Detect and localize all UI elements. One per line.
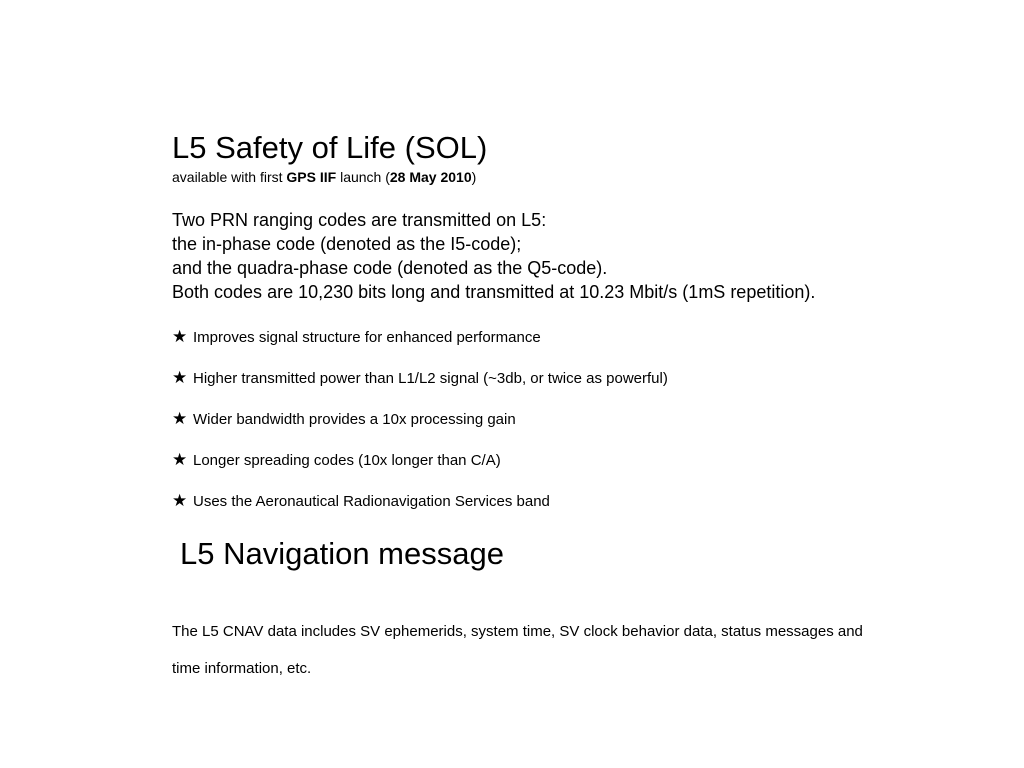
feature-item <box>172 326 668 367</box>
feature-text: Wider bandwidth provides a 10x processing gain <box>193 411 516 428</box>
feature-text: Uses the Aeronautical Radionavigation Services band <box>193 493 550 510</box>
description-block <box>172 208 815 304</box>
section-title: L5 Navigation message <box>180 536 504 571</box>
subtitle-suffix: ) <box>471 169 477 185</box>
slide-title: L5 Safety of Life (SOL) <box>172 130 488 165</box>
feature-list <box>172 326 668 531</box>
section-text: The L5 CNAV data includes SV ephemerids, system time, SV clock behavior data, status messages and time information, etc. <box>172 623 863 677</box>
subtitle-date: 28 May 2010 <box>389 169 472 185</box>
feature-text: Improves signal structure for enhanced performance <box>193 329 541 346</box>
star-icon: ★ <box>172 491 188 510</box>
feature-item <box>172 449 668 490</box>
subtitle-prefix: available with first <box>172 169 287 185</box>
description-line: Both codes are 10,230 bits long and transmitted at 10.23 Mbit/s (1mS repetition). <box>172 282 816 302</box>
star-icon: ★ <box>172 327 188 346</box>
description-line: Two PRN ranging codes are transmitted on L5: <box>172 210 547 230</box>
feature-text: Higher transmitted power than L1/L2 signal (~3db, or twice as powerful) <box>193 370 668 387</box>
subtitle-middle: launch ( <box>336 169 390 185</box>
star-icon: ★ <box>172 368 188 387</box>
description-line: the in-phase code (denoted as the I5-code); <box>172 234 522 254</box>
star-icon: ★ <box>172 409 188 428</box>
description-line: and the quadra-phase code (denoted as the Q5-code). <box>172 258 608 278</box>
subtitle-satellite: GPS IIF <box>286 169 337 185</box>
feature-item <box>172 367 668 408</box>
star-icon: ★ <box>172 450 188 469</box>
feature-text: Longer spreading codes (10x longer than C/A) <box>193 452 501 469</box>
feature-item <box>172 490 668 531</box>
feature-item <box>172 408 668 449</box>
slide-subtitle <box>172 168 476 186</box>
